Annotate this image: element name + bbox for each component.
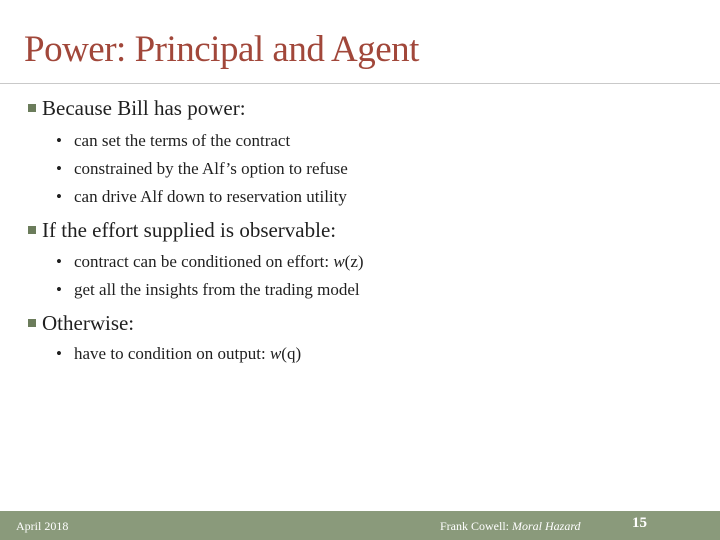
square-bullet-icon [28,226,36,234]
page-number: 15 [632,515,647,531]
bullet-dot-icon: • [56,187,62,206]
footer-bar [0,511,720,540]
square-bullet-icon [28,319,36,327]
bullet-dot-icon: • [56,159,62,178]
section-heading-power [28,96,246,121]
slide-title: Power: Principal and Agent [24,29,419,70]
list-item [56,280,360,300]
list-item-text: can set the terms of the contract [74,131,291,150]
section-heading-text: Because Bill has power: [42,96,246,120]
section-heading-text: If the effort supplied is observable: [42,218,337,242]
footer-credit [440,519,581,534]
math-argument: (z) [344,252,364,271]
section-heading-text: Otherwise: [42,311,135,335]
bullet-dot-icon: • [56,344,62,363]
square-bullet-icon [28,104,36,112]
math-variable: w [333,252,345,271]
footer-date: April 2018 [16,519,69,533]
math-variable: w [269,344,282,363]
list-item [56,252,364,272]
footer-author: Frank Cowell: [440,519,512,533]
list-item-text: get all the insights from the trading model [74,280,360,299]
section-heading-otherwise [28,311,134,336]
list-item-text: contract can be conditioned on effort: [74,252,334,271]
bullet-dot-icon: • [56,280,62,299]
list-item-text: constrained by the Alf’s option to refuse [74,159,348,178]
section-heading-observable [28,218,336,243]
list-item-text: can drive Alf down to reservation utility [74,187,347,206]
list-item [56,187,347,207]
bullet-dot-icon: • [56,252,62,271]
list-item-text: have to condition on output: [74,344,270,363]
list-item [56,131,290,151]
math-argument: (q) [281,344,302,363]
list-item [56,344,301,364]
footer-course: Moral Hazard [512,519,581,533]
title-divider [0,83,720,84]
bullet-dot-icon: • [56,131,62,150]
list-item [56,159,348,179]
